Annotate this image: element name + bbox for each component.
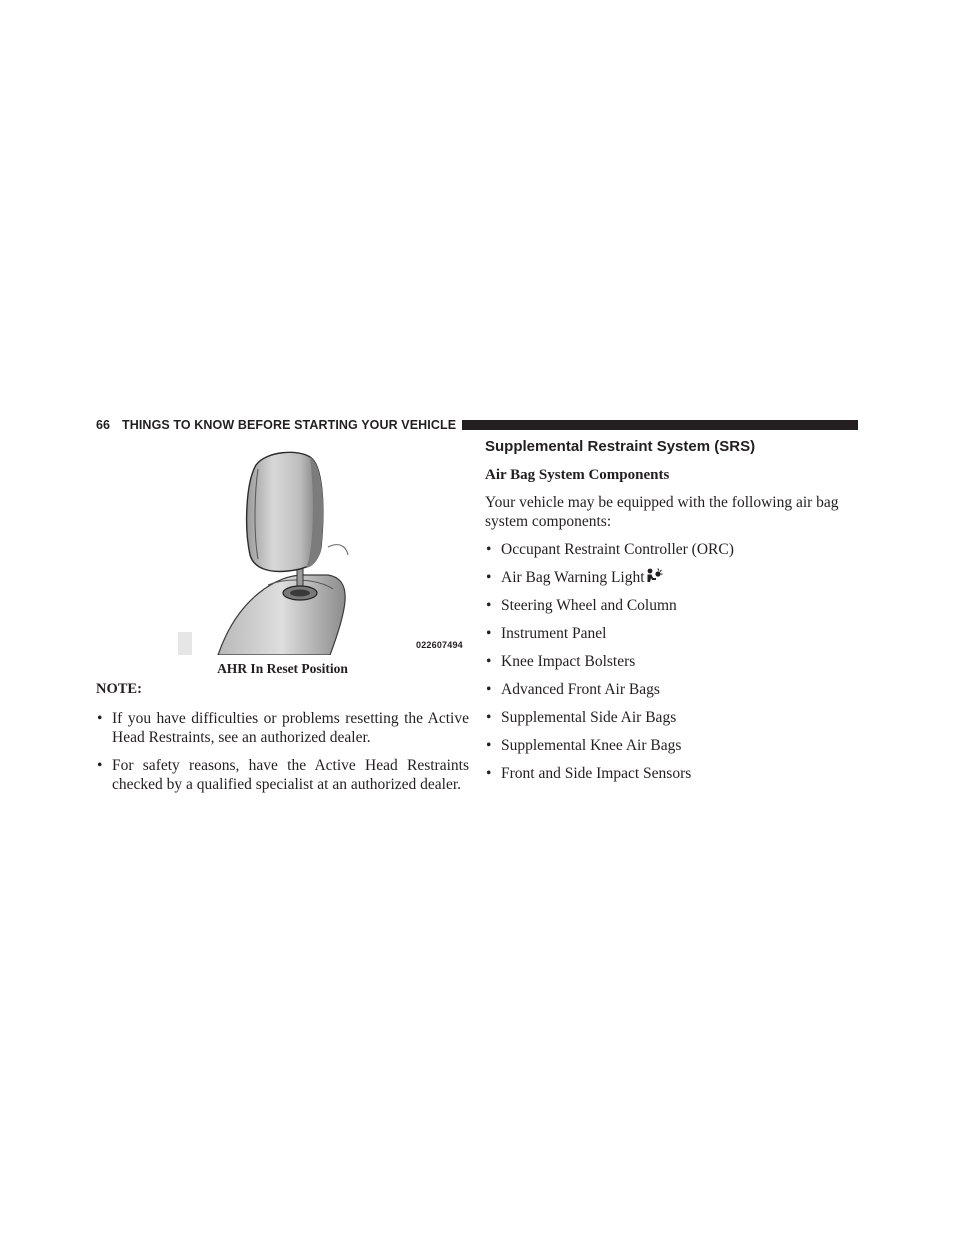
bullet-glyph: • (97, 710, 103, 727)
bullet-glyph: • (486, 625, 492, 642)
bullet-glyph: • (486, 709, 492, 726)
component-text: Front and Side Impact Sensors (501, 765, 692, 782)
note-bullet-text: For safety reasons, have the Active Head Restraints checked by a qualified specialist at an authorized dealer. (112, 757, 469, 793)
component-text: Knee Impact Bolsters (501, 653, 636, 670)
airbag-warning-icon (646, 568, 663, 583)
list-item (485, 568, 858, 587)
component-text: Supplemental Side Air Bags (501, 709, 677, 726)
bullet-glyph: • (486, 681, 492, 698)
bullet-glyph: • (486, 653, 492, 670)
bullet-glyph: • (486, 765, 492, 782)
list-item (96, 756, 469, 794)
component-text: Supplemental Knee Air Bags (501, 737, 682, 754)
component-text: Advanced Front Air Bags (501, 681, 660, 698)
note-bullet-text: If you have difficulties or problems resetting the Active Head Restraints, see an authorized dealer. (112, 710, 469, 746)
component-text: Air Bag Warning Light (501, 569, 645, 586)
section-intro: Your vehicle may be equipped with the following air bag system components: (485, 494, 839, 530)
bullet-glyph: • (486, 541, 492, 558)
component-text: Instrument Panel (501, 625, 607, 642)
srs-section (485, 437, 858, 792)
note-heading: NOTE: (96, 681, 142, 697)
list-item (485, 540, 858, 559)
running-header (96, 417, 858, 433)
section-title: Supplemental Restraint System (SRS) (485, 438, 756, 455)
list-item (485, 680, 858, 699)
bullet-glyph: • (486, 597, 492, 614)
list-item (96, 709, 469, 747)
list-item (485, 708, 858, 727)
figure-id: 022607494 (416, 640, 463, 650)
list-item (485, 652, 858, 671)
bullet-glyph: • (486, 569, 492, 586)
head-restraint-illustration (178, 447, 470, 655)
list-item (485, 624, 858, 643)
bullet-glyph: • (486, 737, 492, 754)
components-list (485, 540, 858, 783)
figure-caption: AHR In Reset Position (217, 661, 348, 676)
note-list (96, 709, 469, 803)
list-item (485, 764, 858, 783)
section-subtitle: Air Bag System Components (485, 467, 670, 483)
page-number: 66 (96, 418, 110, 432)
running-head-title: THINGS TO KNOW BEFORE STARTING YOUR VEHICLE (122, 418, 457, 432)
list-item (485, 596, 858, 615)
bullet-glyph: • (97, 757, 103, 774)
component-text: Occupant Restraint Controller (ORC) (501, 541, 734, 558)
list-item (485, 736, 858, 755)
component-text: Steering Wheel and Column (501, 597, 677, 614)
header-rule (462, 420, 858, 430)
